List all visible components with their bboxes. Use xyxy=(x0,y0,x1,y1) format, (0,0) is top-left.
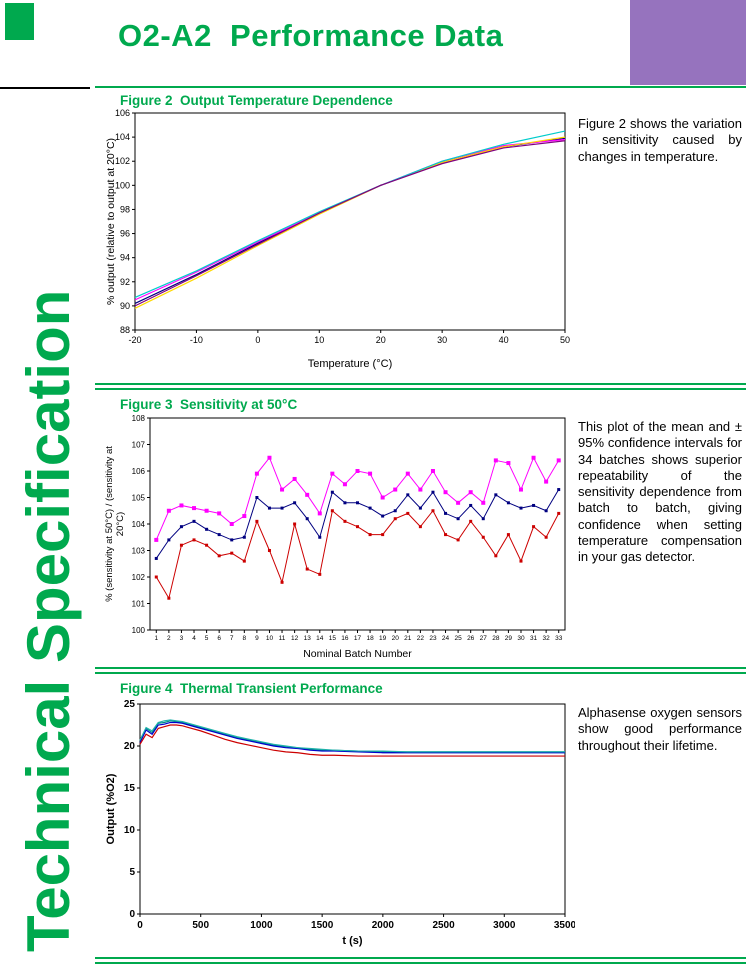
series-marker-lower-95pct-confidence xyxy=(230,552,233,555)
series-marker-mean xyxy=(394,509,397,512)
series-marker-upper-95pct-confidence xyxy=(330,472,334,476)
series-marker-mean xyxy=(444,512,447,515)
y-tick-label: 5 xyxy=(129,867,135,878)
y-tick-label: 94 xyxy=(119,252,130,263)
series-marker-mean xyxy=(343,501,346,504)
figure3-note: This plot of the mean and ± 95% confidence intervals for 34 batches shows superior repeatability of the sensitivity dependence from batch to batch, giving confidence when setting temperature compensation in your gas detector. xyxy=(578,419,742,564)
y-tick-label: 90 xyxy=(119,300,130,311)
series-marker-mean xyxy=(180,525,183,528)
section-divider xyxy=(95,383,746,390)
series-marker-mean xyxy=(230,538,233,541)
series-marker-mean xyxy=(381,515,384,518)
x-tick-label: 0 xyxy=(255,335,261,345)
figure2-caption: Figure 2 Output Temperature Dependence xyxy=(120,93,393,108)
series-marker-lower-95pct-confidence xyxy=(268,549,271,552)
header-rule xyxy=(95,86,746,88)
series-marker-upper-95pct-confidence xyxy=(418,488,422,492)
series-marker-lower-95pct-confidence xyxy=(381,533,384,536)
figure4-chart xyxy=(100,697,575,949)
figure3-caption: Figure 3 Sensitivity at 50°C xyxy=(120,397,298,412)
x-tick-label: 3000 xyxy=(493,920,516,931)
y-axis-label: 20°C) xyxy=(115,511,126,537)
x-tick-label: 50 xyxy=(559,335,571,345)
y-tick-label: 98 xyxy=(119,204,130,215)
x-tick-label: 11 xyxy=(278,635,286,642)
x-tick-label: 8 xyxy=(242,635,247,642)
series-marker-upper-95pct-confidence xyxy=(519,488,523,492)
series-marker-upper-95pct-confidence xyxy=(381,496,385,500)
x-tick-label: 9 xyxy=(255,635,259,642)
series-marker-upper-95pct-confidence xyxy=(368,472,372,476)
series-marker-mean xyxy=(532,504,535,507)
y-tick-label: 103 xyxy=(131,546,145,556)
x-tick-label: 40 xyxy=(498,335,509,345)
series-marker-lower-95pct-confidence xyxy=(469,520,472,523)
series-marker-mean xyxy=(469,504,472,507)
series-marker-lower-95pct-confidence xyxy=(519,560,522,563)
series-marker-mean xyxy=(557,488,560,491)
x-tick-label: 20 xyxy=(391,635,399,642)
series-marker-lower-95pct-confidence xyxy=(155,576,158,579)
series-marker-upper-95pct-confidence xyxy=(406,472,410,476)
x-tick-label: 1500 xyxy=(311,920,334,931)
x-tick-label: 30 xyxy=(517,635,525,642)
x-tick-label: 0 xyxy=(137,920,143,931)
series-marker-upper-95pct-confidence xyxy=(318,511,322,515)
x-tick-label: 24 xyxy=(441,635,450,642)
series-marker-lower-95pct-confidence xyxy=(507,533,510,536)
x-tick-label: 10 xyxy=(314,335,325,345)
purple-accent-block xyxy=(630,0,746,85)
series-line-sensor-1 xyxy=(135,138,565,303)
series-marker-mean xyxy=(281,507,284,510)
series-line-sensor-3 xyxy=(135,137,565,308)
y-tick-label: 106 xyxy=(131,467,145,476)
series-marker-upper-95pct-confidence xyxy=(167,509,171,513)
series-marker-upper-95pct-confidence xyxy=(192,506,196,510)
x-tick-label: 3500 xyxy=(553,920,575,931)
x-tick-label: 1000 xyxy=(250,920,273,931)
series-marker-mean xyxy=(331,491,334,494)
series-marker-mean xyxy=(419,507,422,510)
series-marker-mean xyxy=(193,520,196,523)
x-tick-label: 27 xyxy=(479,635,487,642)
x-tick-label: 30 xyxy=(437,335,448,345)
y-tick-label: 92 xyxy=(119,276,130,287)
series-marker-mean xyxy=(431,491,434,494)
series-marker-lower-95pct-confidence xyxy=(293,523,296,526)
y-tick-label: 102 xyxy=(114,156,130,167)
series-marker-mean xyxy=(255,496,258,499)
series-marker-upper-95pct-confidence xyxy=(305,493,309,497)
series-marker-upper-95pct-confidence xyxy=(356,469,360,473)
series-marker-lower-95pct-confidence xyxy=(457,538,460,541)
x-axis-label: Temperature (°C) xyxy=(307,358,393,370)
x-tick-label: 20 xyxy=(375,335,386,345)
series-marker-lower-95pct-confidence xyxy=(180,544,183,547)
series-marker-mean xyxy=(369,507,372,510)
x-tick-label: 32 xyxy=(542,635,550,642)
x-tick-label: 2500 xyxy=(432,920,455,931)
series-marker-upper-95pct-confidence xyxy=(557,458,561,462)
series-marker-lower-95pct-confidence xyxy=(532,525,535,528)
series-marker-lower-95pct-confidence xyxy=(281,581,284,584)
top-left-rule xyxy=(0,87,90,89)
series-marker-upper-95pct-confidence xyxy=(494,458,498,462)
y-tick-label: 0 xyxy=(129,909,135,920)
series-marker-mean xyxy=(306,517,309,520)
series-line-mean xyxy=(156,490,558,559)
series-marker-mean xyxy=(318,536,321,539)
series-marker-mean xyxy=(457,517,460,520)
series-marker-mean xyxy=(507,501,510,504)
series-marker-lower-95pct-confidence xyxy=(343,520,346,523)
corner-accent-square xyxy=(5,3,34,40)
series-line-lower-95pct-confidence xyxy=(156,511,558,598)
series-marker-lower-95pct-confidence xyxy=(306,568,309,571)
x-tick-label: 29 xyxy=(504,635,513,642)
series-marker-mean xyxy=(482,517,485,520)
section-divider xyxy=(95,667,746,674)
vertical-title: Technical Specification xyxy=(15,289,82,952)
y-tick-label: 15 xyxy=(123,783,135,794)
x-axis-label: Nominal Batch Number xyxy=(303,648,412,660)
series-marker-upper-95pct-confidence xyxy=(154,538,158,542)
y-axis-label: Output (%O2) xyxy=(105,773,117,845)
series-line-sensor-2 xyxy=(135,140,565,300)
series-marker-upper-95pct-confidence xyxy=(179,503,183,507)
x-axis-label: t (s) xyxy=(342,935,363,947)
series-marker-mean xyxy=(519,507,522,510)
y-tick-label: 100 xyxy=(131,626,145,635)
series-marker-lower-95pct-confidence xyxy=(494,554,497,557)
page-title: O2-A2 Performance Data xyxy=(118,18,504,53)
x-tick-label: 500 xyxy=(192,920,210,931)
x-tick-label: 23 xyxy=(429,635,437,642)
series-marker-lower-95pct-confidence xyxy=(394,517,397,520)
x-tick-label: 33 xyxy=(555,635,563,642)
bottom-divider xyxy=(95,957,746,964)
series-marker-lower-95pct-confidence xyxy=(431,509,434,512)
x-tick-label: 1 xyxy=(154,635,159,642)
series-marker-upper-95pct-confidence xyxy=(343,482,347,486)
y-tick-label: 102 xyxy=(131,573,145,582)
series-marker-mean xyxy=(243,536,246,539)
x-tick-label: 13 xyxy=(303,635,311,642)
x-tick-label: 12 xyxy=(291,635,299,642)
series-marker-lower-95pct-confidence xyxy=(255,520,258,523)
series-marker-mean xyxy=(155,557,158,560)
y-tick-label: 101 xyxy=(131,599,145,609)
figure3-chart xyxy=(100,410,575,662)
series-marker-upper-95pct-confidence xyxy=(217,511,221,515)
chart-svg xyxy=(100,106,575,376)
series-marker-mean xyxy=(406,493,409,496)
x-tick-label: 2000 xyxy=(371,920,394,931)
series-marker-upper-95pct-confidence xyxy=(506,461,510,465)
y-tick-label: 10 xyxy=(123,825,135,836)
series-marker-upper-95pct-confidence xyxy=(267,456,271,460)
x-tick-label: 4 xyxy=(192,635,196,642)
y-tick-label: 108 xyxy=(131,414,145,423)
figure2-chart xyxy=(100,106,575,376)
figure4-note: Alphasense oxygen sensors show good performance throughout their lifetime. xyxy=(578,705,742,753)
figure2-note: Figure 2 shows the variation in sensitivity caused by changes in temperature. xyxy=(578,116,742,164)
series-marker-upper-95pct-confidence xyxy=(242,514,246,518)
x-tick-label: 19 xyxy=(379,635,387,642)
series-marker-mean xyxy=(268,507,271,510)
series-marker-lower-95pct-confidence xyxy=(193,538,196,541)
series-marker-lower-95pct-confidence xyxy=(369,533,372,536)
series-marker-upper-95pct-confidence xyxy=(393,488,397,492)
series-marker-lower-95pct-confidence xyxy=(545,536,548,539)
series-marker-lower-95pct-confidence xyxy=(243,560,246,563)
x-tick-label: -20 xyxy=(128,335,142,345)
series-line-sensor-1 xyxy=(140,721,565,752)
series-marker-upper-95pct-confidence xyxy=(431,469,435,473)
series-marker-upper-95pct-confidence xyxy=(255,472,259,476)
series-marker-lower-95pct-confidence xyxy=(356,525,359,528)
series-marker-lower-95pct-confidence xyxy=(218,554,221,557)
y-tick-label: 105 xyxy=(131,493,145,503)
x-tick-label: 26 xyxy=(467,635,475,642)
x-tick-label: 2 xyxy=(167,635,171,642)
series-marker-upper-95pct-confidence xyxy=(205,509,209,513)
x-tick-label: 14 xyxy=(316,635,324,642)
x-tick-label: 16 xyxy=(341,635,349,642)
series-marker-upper-95pct-confidence xyxy=(293,477,297,481)
series-marker-upper-95pct-confidence xyxy=(456,501,460,505)
x-tick-label: 5 xyxy=(204,635,209,642)
x-tick-label: 3 xyxy=(179,635,184,642)
x-tick-label: 15 xyxy=(328,635,336,642)
series-marker-lower-95pct-confidence xyxy=(419,525,422,528)
series-marker-lower-95pct-confidence xyxy=(205,544,208,547)
series-line-sensor-5 xyxy=(135,141,565,306)
series-marker-lower-95pct-confidence xyxy=(482,536,485,539)
series-marker-mean xyxy=(205,528,208,531)
series-marker-upper-95pct-confidence xyxy=(280,488,284,492)
series-marker-mean xyxy=(218,533,221,536)
y-tick-label: 106 xyxy=(114,108,130,118)
chart-svg xyxy=(100,697,575,949)
series-marker-mean xyxy=(356,501,359,504)
series-marker-lower-95pct-confidence xyxy=(557,512,560,515)
series-marker-upper-95pct-confidence xyxy=(230,522,234,526)
x-tick-label: 21 xyxy=(404,635,412,642)
x-tick-label: 7 xyxy=(229,635,234,642)
y-tick-label: 104 xyxy=(131,520,145,529)
y-tick-label: 104 xyxy=(114,132,130,143)
series-marker-mean xyxy=(293,501,296,504)
x-tick-label: 31 xyxy=(529,635,538,642)
x-tick-label: 18 xyxy=(366,635,374,642)
y-tick-label: 107 xyxy=(131,440,145,450)
series-marker-lower-95pct-confidence xyxy=(331,509,334,512)
series-marker-upper-95pct-confidence xyxy=(469,490,473,494)
series-marker-upper-95pct-confidence xyxy=(532,456,536,460)
plot-border xyxy=(150,418,565,630)
x-tick-label: 25 xyxy=(454,635,462,642)
y-axis-label: % (sensitivity at 50°C) / (sensitivity at xyxy=(104,446,115,602)
chart-svg xyxy=(100,410,575,662)
plot-border xyxy=(140,704,565,914)
y-axis-label: % output (relative to output at 20°C) xyxy=(105,137,117,306)
series-marker-lower-95pct-confidence xyxy=(318,573,321,576)
series-marker-lower-95pct-confidence xyxy=(406,512,409,515)
x-tick-label: 17 xyxy=(353,635,362,642)
series-marker-upper-95pct-confidence xyxy=(444,490,448,494)
y-tick-label: 25 xyxy=(123,699,135,710)
series-marker-lower-95pct-confidence xyxy=(444,533,447,536)
x-tick-label: 22 xyxy=(416,635,424,642)
figure4-caption: Figure 4 Thermal Transient Performance xyxy=(120,681,383,696)
series-marker-mean xyxy=(167,538,170,541)
series-marker-mean xyxy=(494,493,497,496)
series-marker-upper-95pct-confidence xyxy=(544,480,548,484)
y-tick-label: 100 xyxy=(114,180,130,191)
y-tick-label: 88 xyxy=(119,325,130,335)
y-tick-label: 96 xyxy=(119,228,130,239)
y-tick-label: 20 xyxy=(123,741,135,752)
x-tick-label: 28 xyxy=(492,635,500,642)
x-tick-label: 6 xyxy=(217,635,221,642)
series-line-sensor-4 xyxy=(140,720,565,752)
series-marker-lower-95pct-confidence xyxy=(167,597,170,600)
x-tick-label: -10 xyxy=(189,335,203,345)
series-marker-mean xyxy=(545,509,548,512)
series-marker-upper-95pct-confidence xyxy=(481,501,485,505)
x-tick-label: 10 xyxy=(265,635,274,642)
